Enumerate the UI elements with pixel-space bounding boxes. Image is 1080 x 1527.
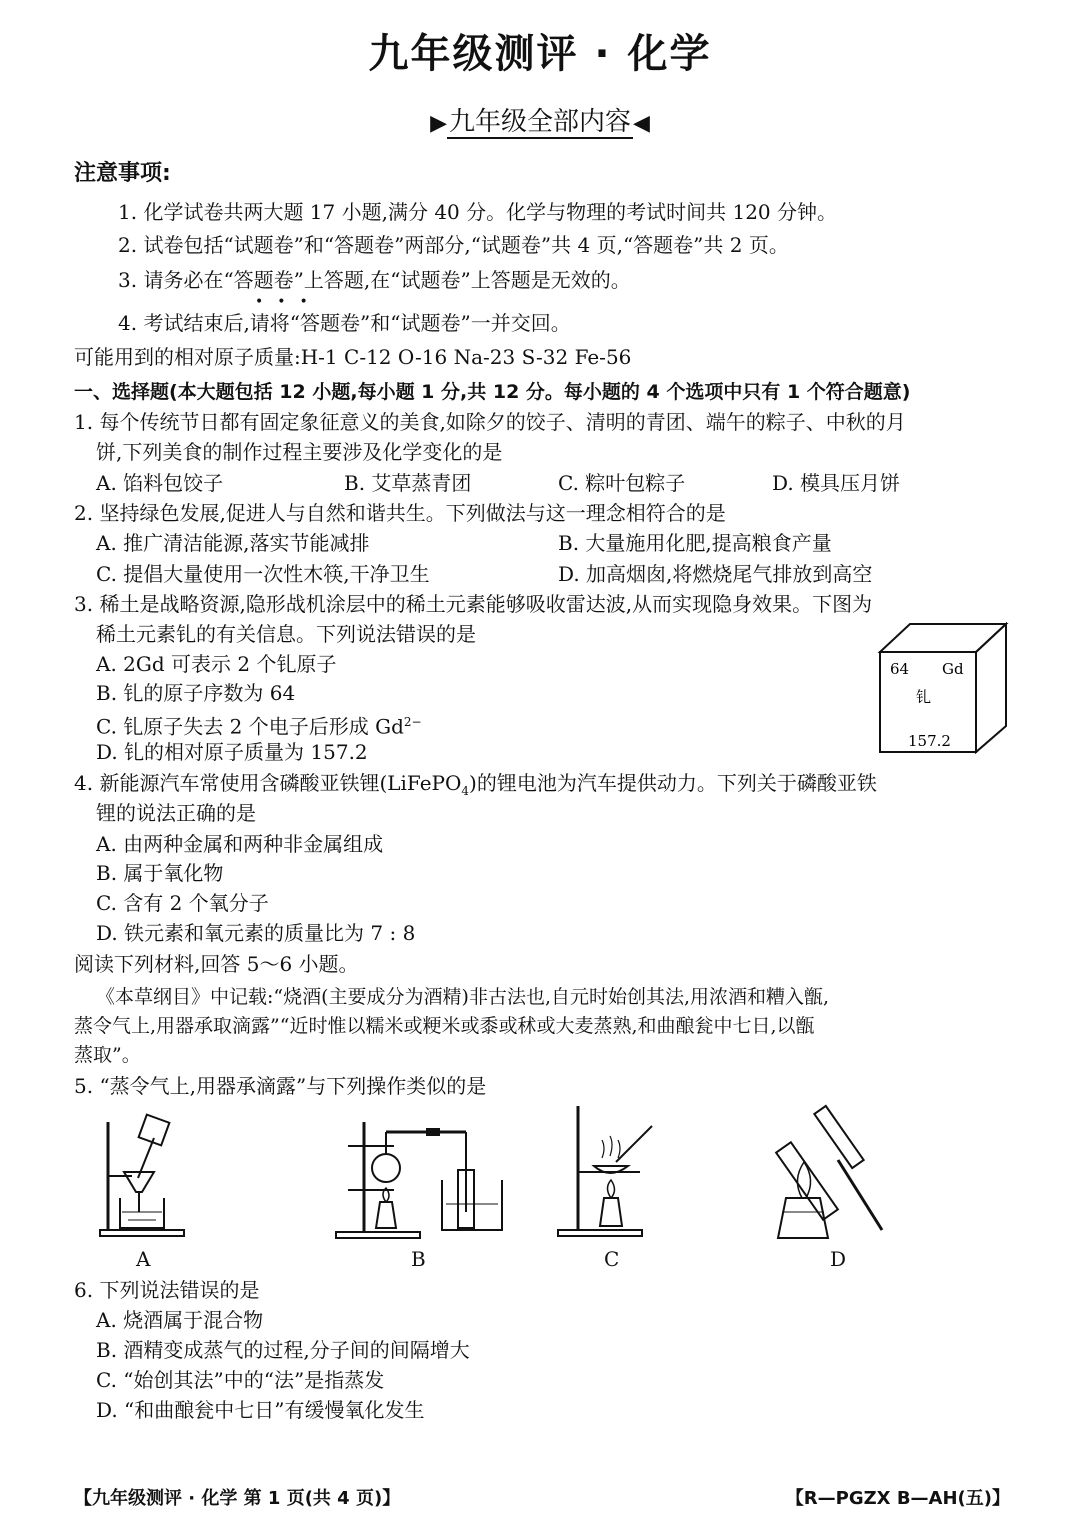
triangle-left-icon: ◀ (633, 111, 650, 136)
reading-line3: 蒸取”。 (74, 1044, 141, 1066)
apparatus-b-distillation (334, 1116, 514, 1244)
apparatus-a-filtration (98, 1112, 188, 1242)
q2-option-d: D. 加高烟囱,将燃烧尾气排放到高空 (558, 562, 873, 586)
element-name: 钆 (916, 688, 932, 706)
q2-option-a: A. 推广清洁能源,落实节能减排 (96, 531, 370, 555)
apparatus-d-heating (768, 1100, 908, 1242)
q4-line2: 锂的说法正确的是 (96, 801, 256, 825)
q4-option-b: B. 属于氧化物 (96, 861, 224, 885)
section-heading: 一、选择题(本大题包括 12 小题,每小题 1 分,共 12 分。每小题的 4 个选项中只有 1 个符合题意) (74, 381, 911, 403)
q3-line2: 稀土元素钆的有关信息。下列说法错误的是 (96, 622, 476, 646)
q1-option-c: C. 粽叶包粽子 (558, 471, 686, 495)
footer-right: 【R—PGZX B—AH(五)】 (785, 1488, 1010, 1509)
apparatus-a-label: A (136, 1247, 151, 1271)
q1-line2: 饼,下列美食的制作过程主要涉及化学变化的是 (96, 440, 503, 464)
q1-option-a: A. 馅料包饺子 (96, 471, 224, 495)
q6-option-a: A. 烧酒属于混合物 (96, 1308, 264, 1332)
q1-option-d: D. 模具压月饼 (772, 471, 901, 495)
q4-option-a: A. 由两种金属和两种非金属组成 (96, 832, 384, 856)
q2-option-b: B. 大量施用化肥,提高粮食产量 (558, 531, 832, 555)
apparatus-c-evaporation (556, 1100, 666, 1242)
q6-option-c: C. “始创其法”中的“法”是指蒸发 (96, 1368, 385, 1392)
footer-left: 【九年级测评 · 化学 第 1 页(共 4 页)】 (74, 1488, 401, 1509)
emphasis-dots: ••• (255, 294, 322, 310)
q6-line1: 6. 下列说法错误的是 (74, 1278, 260, 1302)
q4-formula-subscript: 4 (461, 784, 470, 798)
q6-option-b: B. 酒精变成蒸气的过程,分子间的间隔增大 (96, 1338, 470, 1362)
q3-line1: 3. 稀土是战略资源,隐形战机涂层中的稀土元素能够吸收雷达波,从而实现隐身效果。下图为 (74, 592, 873, 616)
q4-line1-post: )的锂电池为汽车提供动力。下列关于磷酸亚铁 (469, 771, 877, 795)
q4-option-c: C. 含有 2 个氧分子 (96, 891, 269, 915)
q3-option-c-text: C. 钆原子失去 2 个电子后形成 Gd (96, 714, 404, 739)
element-cube-figure (870, 622, 1020, 762)
reading-line2: 蒸令气上,用器承取滴露”“近时惟以糯米或粳米或黍或秫或大麦蒸熟,和曲酿瓮中七日,以甑 (74, 1015, 815, 1037)
note-item-4: 4. 考试结束后,请将“答题卷”和“试题卷”一并交回。 (118, 311, 571, 335)
q4-line1-pre: 4. 新能源汽车常使用含磷酸亚铁锂(LiFePO (74, 771, 462, 795)
element-mass: 157.2 (908, 732, 951, 750)
apparatus-b-label: B (411, 1247, 426, 1271)
q1-line1: 1. 每个传统节日都有固定象征意义的美食,如除夕的饺子、清明的青团、端午的粽子、中秋的月 (74, 410, 906, 434)
q2-line1: 2. 坚持绿色发展,促进人与自然和谐共生。下列做法与这一理念相符合的是 (74, 501, 726, 525)
q3-option-d: D. 钆的相对原子质量为 157.2 (96, 740, 368, 764)
cube-top-face (880, 624, 1006, 652)
reading-line1: 《本草纲目》中记载:“烧酒(主要成分为酒精)非古法也,自元时始创其法,用浓酒和糟入甑, (96, 986, 830, 1008)
subtitle-text: 九年级全部内容 (448, 107, 631, 137)
cube-side-face (976, 624, 1006, 752)
q3-option-c-charge: 2− (403, 715, 422, 729)
element-symbol: Gd (942, 660, 964, 678)
apparatus-c-label: C (604, 1247, 620, 1271)
page-subtitle (0, 108, 1080, 138)
q3-option-a: A. 2Gd 可表示 2 个钆原子 (96, 652, 337, 676)
q6-option-d: D. “和曲酿瓮中七日”有缓慢氧化发生 (96, 1398, 425, 1422)
q2-option-c: C. 提倡大量使用一次性木筷,干净卫生 (96, 562, 430, 586)
notes-heading: 注意事项: (74, 161, 171, 186)
q1-option-b: B. 艾草蒸青团 (344, 471, 472, 495)
triangle-right-icon: ▶ (430, 111, 447, 136)
note-item-1: 1. 化学试卷共两大题 17 小题,满分 40 分。化学与物理的考试时间共 120 分钟。 (118, 200, 838, 224)
element-number: 64 (890, 660, 910, 678)
atomic-masses: 可能用到的相对原子质量:H-1 C-12 O-16 Na-23 S-32 Fe-56 (74, 345, 632, 369)
q3-option-c (96, 708, 422, 741)
page-title: 九年级测评 · 化学 (368, 31, 712, 77)
apparatus-d-label: D (830, 1247, 847, 1271)
q4-option-d: D. 铁元素和氧元素的质量比为 7 : 8 (96, 921, 416, 945)
reading-intro: 阅读下列材料,回答 5～6 小题。 (74, 952, 359, 976)
note-item-2: 2. 试卷包括“试题卷”和“答题卷”两部分,“试题卷”共 4 页,“答题卷”共 2 页。 (118, 233, 789, 257)
q3-option-b: B. 钆的原子序数为 64 (96, 681, 296, 705)
note-item-3: 3. 请务必在“答题卷”上答题,在“试题卷”上答题是无效的。 (118, 268, 631, 292)
q5-line1: 5. “蒸令气上,用器承滴露”与下列操作类似的是 (74, 1074, 487, 1098)
